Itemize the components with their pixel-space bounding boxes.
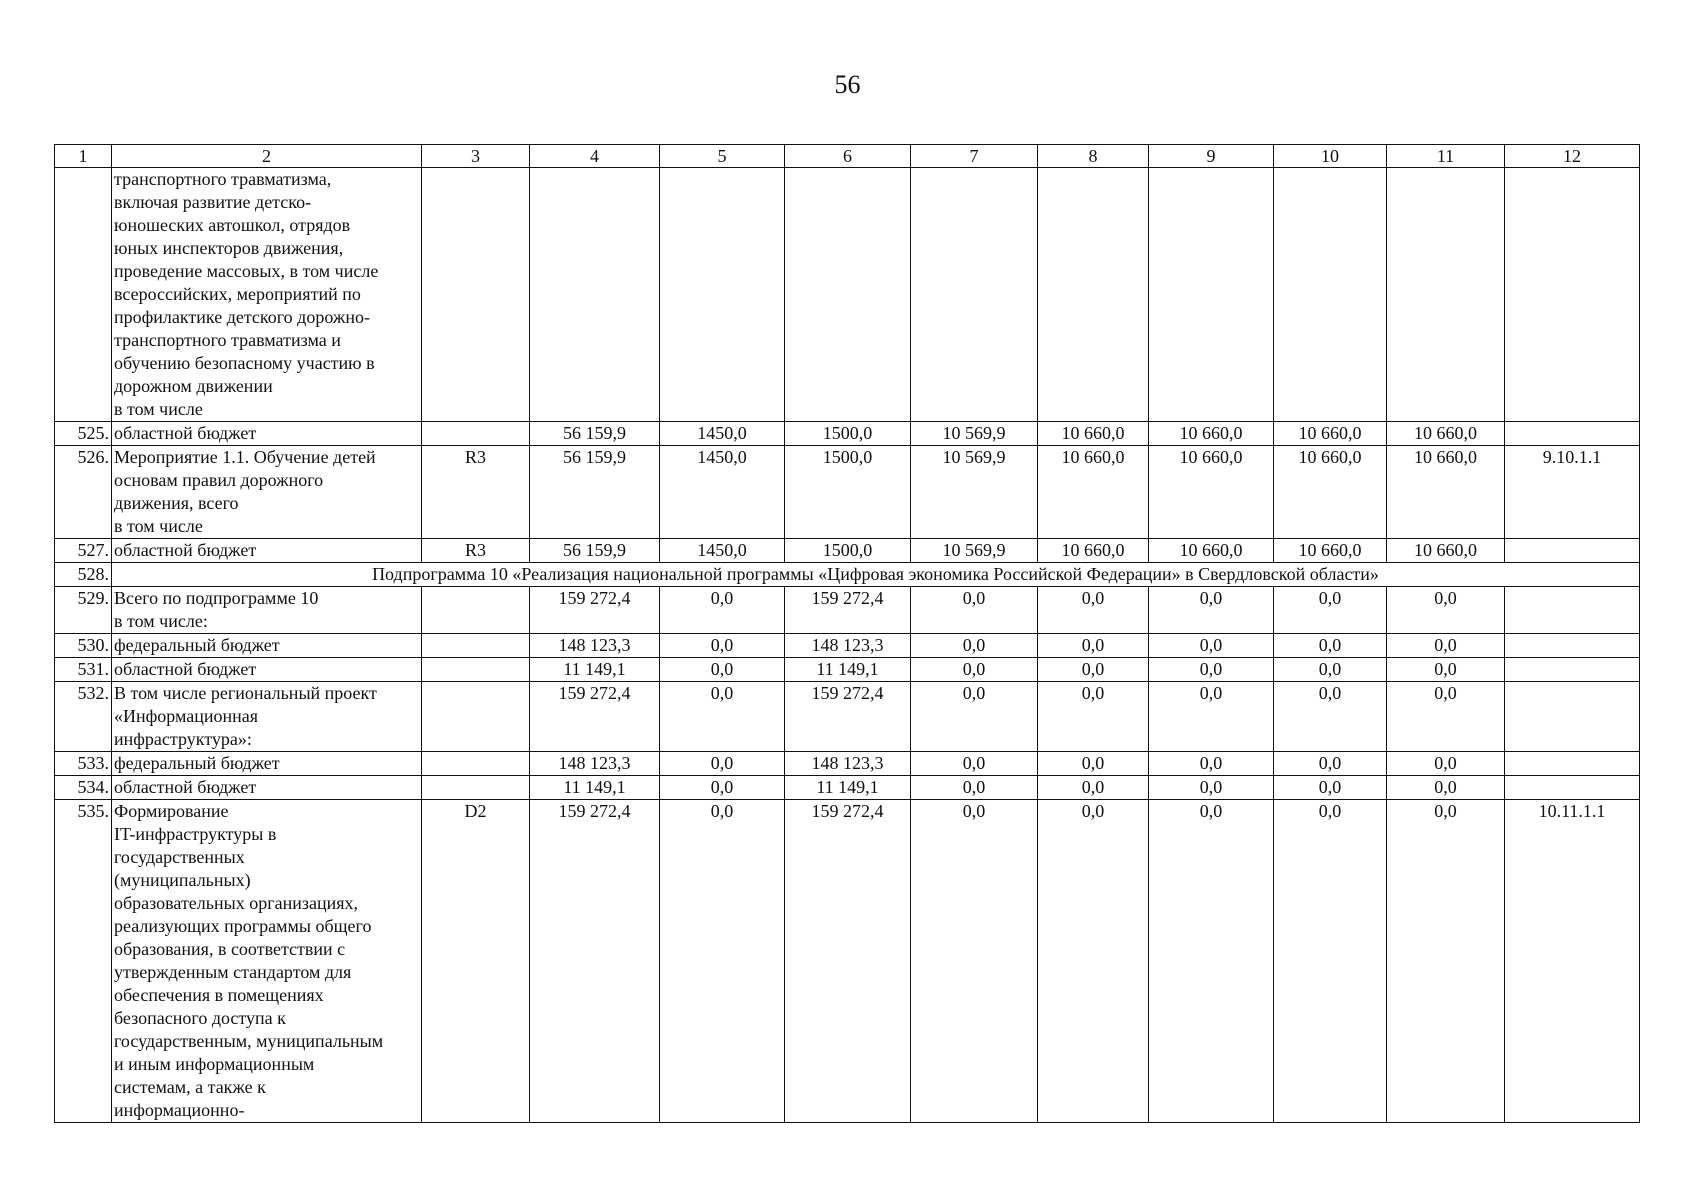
row-name-line: основам правил дорожного [114,470,324,490]
row-name-line: инфраструктура»: [114,729,252,749]
cell-col12: 9.10.1.1 [1505,446,1640,539]
cell-col10: 0,0 [1274,658,1387,682]
cell-col4: 11 149,1 [530,776,660,800]
cell-col9 [1149,168,1274,422]
cell-col5: 0,0 [660,752,785,776]
row-number: 531. [55,658,112,682]
row-name-line: в том числе [114,399,203,419]
cell-col3 [422,587,530,634]
row-name-line: «Информационная [114,706,259,726]
row-name [112,446,422,539]
column-header: 11 [1387,145,1505,168]
cell-col11: 0,0 [1387,776,1505,800]
table-row [55,422,1640,446]
cell-col6: 11 149,1 [785,658,911,682]
row-name-line: транспортного травматизма, [114,169,332,189]
row-number [55,168,112,422]
row-name [112,658,422,682]
cell-col3 [422,168,530,422]
row-number: 534. [55,776,112,800]
row-name-line: федеральный бюджет [114,753,280,773]
cell-col9: 0,0 [1149,587,1274,634]
cell-col10: 10 660,0 [1274,422,1387,446]
row-name-line: движения, всего [114,493,239,513]
row-name-line: областной бюджет [114,659,257,679]
cell-col11: 10 660,0 [1387,446,1505,539]
column-header: 10 [1274,145,1387,168]
row-number: 526. [55,446,112,539]
cell-col6: 11 149,1 [785,776,911,800]
row-name-line: всероссийских, мероприятий по [114,284,361,304]
cell-col6: 148 123,3 [785,634,911,658]
cell-col12 [1505,752,1640,776]
column-header: 1 [55,145,112,168]
table-body [55,168,1640,1123]
cell-col5: 0,0 [660,634,785,658]
cell-col7 [911,168,1038,422]
cell-col11: 0,0 [1387,658,1505,682]
cell-col8: 10 660,0 [1038,446,1149,539]
cell-col9: 10 660,0 [1149,539,1274,563]
cell-col11: 10 660,0 [1387,539,1505,563]
table-row [55,776,1640,800]
header-row [55,145,1640,168]
cell-col11: 0,0 [1387,587,1505,634]
table-row [55,539,1640,563]
cell-col12 [1505,587,1640,634]
cell-col3 [422,752,530,776]
row-name-line: IT-инфраструктуры в [114,824,277,844]
row-name-line: в том числе: [114,611,208,631]
cell-col12 [1505,776,1640,800]
row-name-line: в том числе [114,516,203,536]
cell-col7: 0,0 [911,752,1038,776]
column-header: 5 [660,145,785,168]
cell-col3: D2 [422,800,530,1123]
cell-col11: 10 660,0 [1387,422,1505,446]
column-header: 12 [1505,145,1640,168]
cell-col11: 0,0 [1387,682,1505,752]
row-name-line: юных инспекторов движения, [114,238,344,258]
row-name-line: транспортного травматизма и [114,330,341,350]
row-name-line: безопасного доступа к [114,1008,286,1028]
row-name-line: Мероприятие 1.1. Обучение детей [114,447,376,467]
row-name [112,168,422,422]
cell-col6: 1500,0 [785,422,911,446]
cell-col10: 10 660,0 [1274,539,1387,563]
cell-col9: 10 660,0 [1149,422,1274,446]
cell-col4: 159 272,4 [530,800,660,1123]
row-name-line: дорожном движении [114,376,273,396]
cell-col12 [1505,539,1640,563]
table-row [55,634,1640,658]
row-name [112,752,422,776]
cell-col3: R3 [422,539,530,563]
cell-col6: 159 272,4 [785,682,911,752]
cell-col4: 11 149,1 [530,658,660,682]
row-name-line: обучению безопасному участию в [114,353,375,373]
column-header: 4 [530,145,660,168]
row-name-line: реализующих программы общего [114,916,372,936]
table-row [55,168,1640,422]
row-name-line: обеспечения в помещениях [114,985,324,1005]
column-header: 9 [1149,145,1274,168]
cell-col10 [1274,168,1387,422]
cell-col7: 0,0 [911,800,1038,1123]
row-name [112,682,422,752]
row-name-line: информационно- [114,1100,245,1120]
cell-col4 [530,168,660,422]
cell-col5: 0,0 [660,658,785,682]
cell-col8: 10 660,0 [1038,422,1149,446]
row-name [112,634,422,658]
cell-col7: 10 569,9 [911,422,1038,446]
cell-col5: 0,0 [660,776,785,800]
row-number: 527. [55,539,112,563]
row-number: 533. [55,752,112,776]
cell-col6: 148 123,3 [785,752,911,776]
cell-col7: 0,0 [911,682,1038,752]
cell-col10: 0,0 [1274,587,1387,634]
cell-col7: 0,0 [911,634,1038,658]
cell-col5: 0,0 [660,800,785,1123]
cell-col7: 0,0 [911,587,1038,634]
budget-table [54,144,1640,1123]
table-row [55,446,1640,539]
cell-col6: 1500,0 [785,539,911,563]
cell-col10: 10 660,0 [1274,446,1387,539]
cell-col4: 56 159,9 [530,539,660,563]
cell-col12: 10.11.1.1 [1505,800,1640,1123]
row-name-line: и иным информационным [114,1054,315,1074]
cell-col4: 56 159,9 [530,446,660,539]
row-name-line: государственным, муниципальным [114,1031,384,1051]
row-number: 532. [55,682,112,752]
table-header [55,145,1640,168]
column-header: 7 [911,145,1038,168]
cell-col8: 0,0 [1038,658,1149,682]
table-row [55,563,1640,587]
cell-col8: 0,0 [1038,587,1149,634]
column-header: 2 [112,145,422,168]
cell-col5: 0,0 [660,587,785,634]
cell-col7: 10 569,9 [911,539,1038,563]
row-name-line: федеральный бюджет [114,635,280,655]
row-name [112,539,422,563]
table-row [55,682,1640,752]
table-row [55,752,1640,776]
cell-col10: 0,0 [1274,776,1387,800]
row-name-line: включая развитие детско- [114,192,312,212]
cell-col8 [1038,168,1149,422]
row-name-line: государственных [114,847,245,867]
row-name-line: областной бюджет [114,423,257,443]
cell-col3 [422,776,530,800]
cell-col8: 10 660,0 [1038,539,1149,563]
cell-col3 [422,682,530,752]
cell-col9: 0,0 [1149,682,1274,752]
row-name-line: системам, а также к [114,1077,266,1097]
cell-col11 [1387,168,1505,422]
cell-col6: 159 272,4 [785,800,911,1123]
cell-col10: 0,0 [1274,800,1387,1123]
cell-col11: 0,0 [1387,752,1505,776]
row-name-line: Всего по подпрограмме 10 [114,588,319,608]
cell-col9: 0,0 [1149,634,1274,658]
cell-col6: 159 272,4 [785,587,911,634]
cell-col7: 10 569,9 [911,446,1038,539]
row-number: 530. [55,634,112,658]
cell-col3 [422,658,530,682]
cell-col4: 148 123,3 [530,634,660,658]
row-name-line: профилактике детского дорожно- [114,307,370,327]
table-row [55,587,1640,634]
cell-col7: 0,0 [911,776,1038,800]
cell-col9: 0,0 [1149,800,1274,1123]
row-name [112,422,422,446]
row-name [112,800,422,1123]
row-number: 535. [55,800,112,1123]
cell-col8: 0,0 [1038,682,1149,752]
cell-col12 [1505,422,1640,446]
row-name-line: (муниципальных) [114,870,251,890]
row-name-line: образования, в соответствии с [114,939,346,959]
cell-col5 [660,168,785,422]
row-name [112,587,422,634]
row-name-line: проведение массовых, в том числе [114,261,379,281]
cell-col3 [422,634,530,658]
column-header: 3 [422,145,530,168]
cell-col5: 1450,0 [660,422,785,446]
cell-col10: 0,0 [1274,634,1387,658]
cell-col3 [422,422,530,446]
subprogram-title: Подпрограмма 10 «Реализация национальной программы «Цифровая экономика Российской Федерации» в Свердловской области» [112,563,1640,587]
row-number: 528. [55,563,112,587]
row-number: 525. [55,422,112,446]
cell-col6: 1500,0 [785,446,911,539]
cell-col11: 0,0 [1387,634,1505,658]
cell-col4: 56 159,9 [530,422,660,446]
cell-col9: 10 660,0 [1149,446,1274,539]
cell-col4: 159 272,4 [530,682,660,752]
row-name-line: областной бюджет [114,540,257,560]
cell-col10: 0,0 [1274,682,1387,752]
cell-col7: 0,0 [911,658,1038,682]
row-name-line: В том числе региональный проект [114,683,377,703]
cell-col8: 0,0 [1038,634,1149,658]
cell-col12 [1505,168,1640,422]
row-name-line: образовательных организациях, [114,893,358,913]
cell-col9: 0,0 [1149,752,1274,776]
cell-col12 [1505,658,1640,682]
row-name-line: утвержденным стандартом для [114,962,352,982]
cell-col8: 0,0 [1038,776,1149,800]
column-header: 6 [785,145,911,168]
cell-col5: 0,0 [660,682,785,752]
cell-col11: 0,0 [1387,800,1505,1123]
cell-col10: 0,0 [1274,752,1387,776]
cell-col12 [1505,634,1640,658]
table-row [55,800,1640,1123]
cell-col9: 0,0 [1149,776,1274,800]
cell-col9: 0,0 [1149,658,1274,682]
page-number: 56 [834,70,861,99]
column-header: 8 [1038,145,1149,168]
row-name-line: Формирование [114,801,229,821]
cell-col3: R3 [422,446,530,539]
row-name-line: юношеских автошкол, отрядов [114,215,351,235]
cell-col8: 0,0 [1038,800,1149,1123]
cell-col12 [1505,682,1640,752]
table-row [55,658,1640,682]
row-name [112,776,422,800]
cell-col4: 159 272,4 [530,587,660,634]
row-name-line: областной бюджет [114,777,257,797]
cell-col5: 1450,0 [660,539,785,563]
cell-col8: 0,0 [1038,752,1149,776]
row-number: 529. [55,587,112,634]
cell-col5: 1450,0 [660,446,785,539]
cell-col4: 148 123,3 [530,752,660,776]
cell-col6 [785,168,911,422]
